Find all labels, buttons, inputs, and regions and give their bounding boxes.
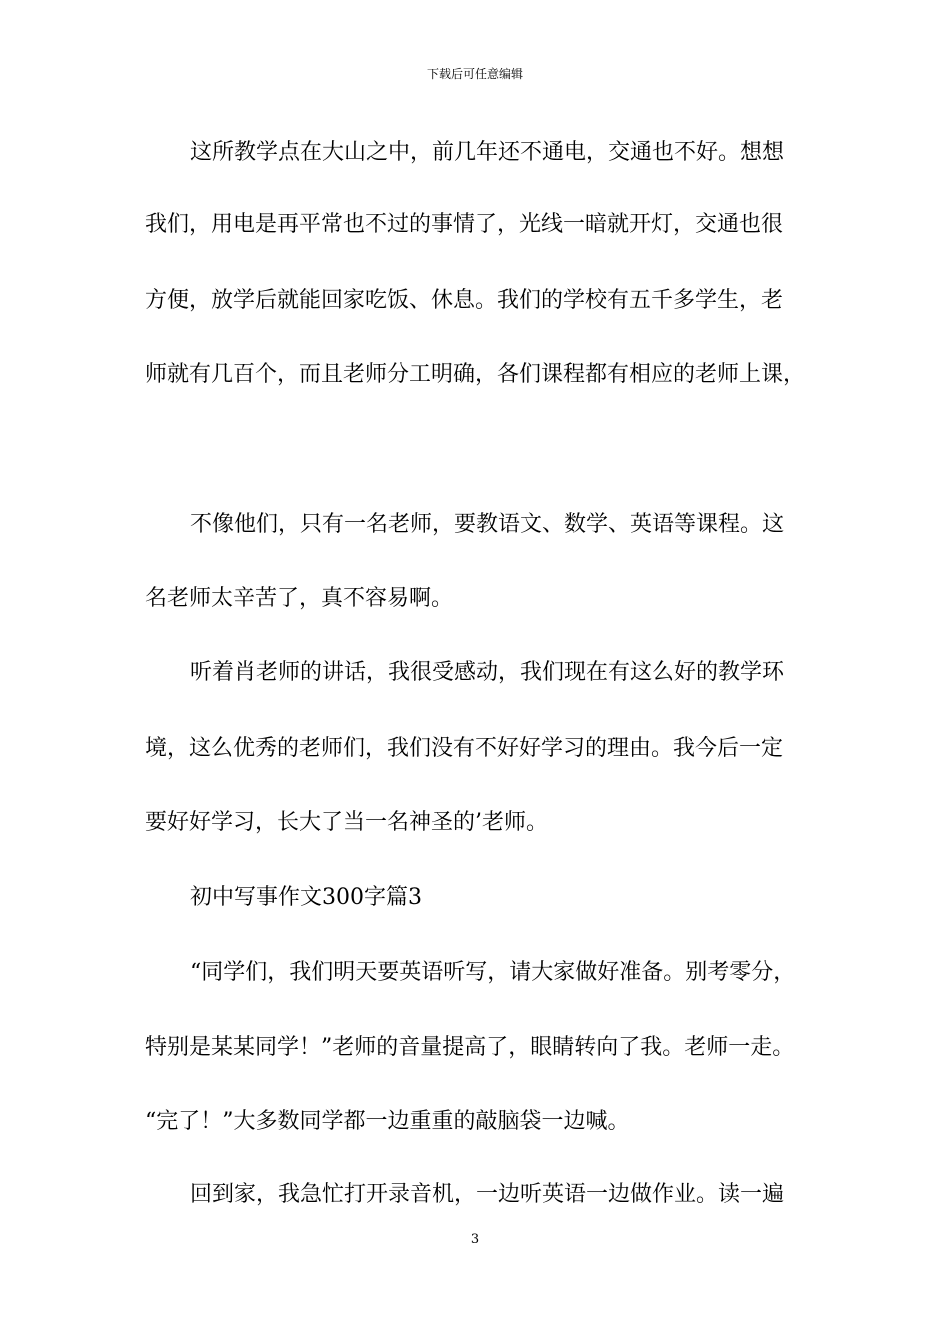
paragraph-line: 听着肖老师的讲话，我很受感动，我们现在有这么好的教学环 — [190, 660, 785, 685]
paragraph-line: 我们，用电是再平常也不过的事情了，光线一暗就开灯，交通也很 — [145, 212, 784, 237]
paragraph-line: “完了！”大多数同学都一边重重的敲脑袋一边喊。 — [145, 1109, 630, 1134]
paragraph-line: 要好好学习，长大了当一名神圣的’老师。 — [145, 810, 548, 835]
paragraph-line: 特别是某某同学！”老师的音量提高了，眼睛转向了我。老师一走。 — [145, 1035, 795, 1060]
paragraph-line: 方便，放学后就能回家吃饭、休息。我们的学校有五千多学生，老 — [145, 288, 784, 313]
paragraph-line: “同学们，我们明天要英语听写，请大家做好准备。别考零分， — [190, 960, 796, 985]
paragraph-line: 师就有几百个，而且老师分工明确，各们课程都有相应的老师上课， — [145, 362, 806, 387]
paragraph-line: 境，这么优秀的老师们，我们没有不好好学习的理由。我今后一定 — [145, 736, 784, 761]
paragraph-line: 回到家，我急忙打开录音机，一边听英语一边做作业。读一遍 — [190, 1182, 785, 1207]
page-header: 下载后可任意编辑 — [426, 67, 523, 81]
paragraph-line: 名老师太辛苦了，真不容易啊。 — [145, 586, 454, 611]
paragraph-line: 不像他们，只有一名老师，要教语文、数学、英语等课程。这 — [190, 512, 785, 537]
paragraph-line: 这所教学点在大山之中，前几年还不通电，交通也不好。想想 — [190, 140, 785, 165]
page-number: 3 — [470, 1232, 480, 1247]
section-heading: 初中写事作文300字篇3 — [190, 885, 422, 910]
